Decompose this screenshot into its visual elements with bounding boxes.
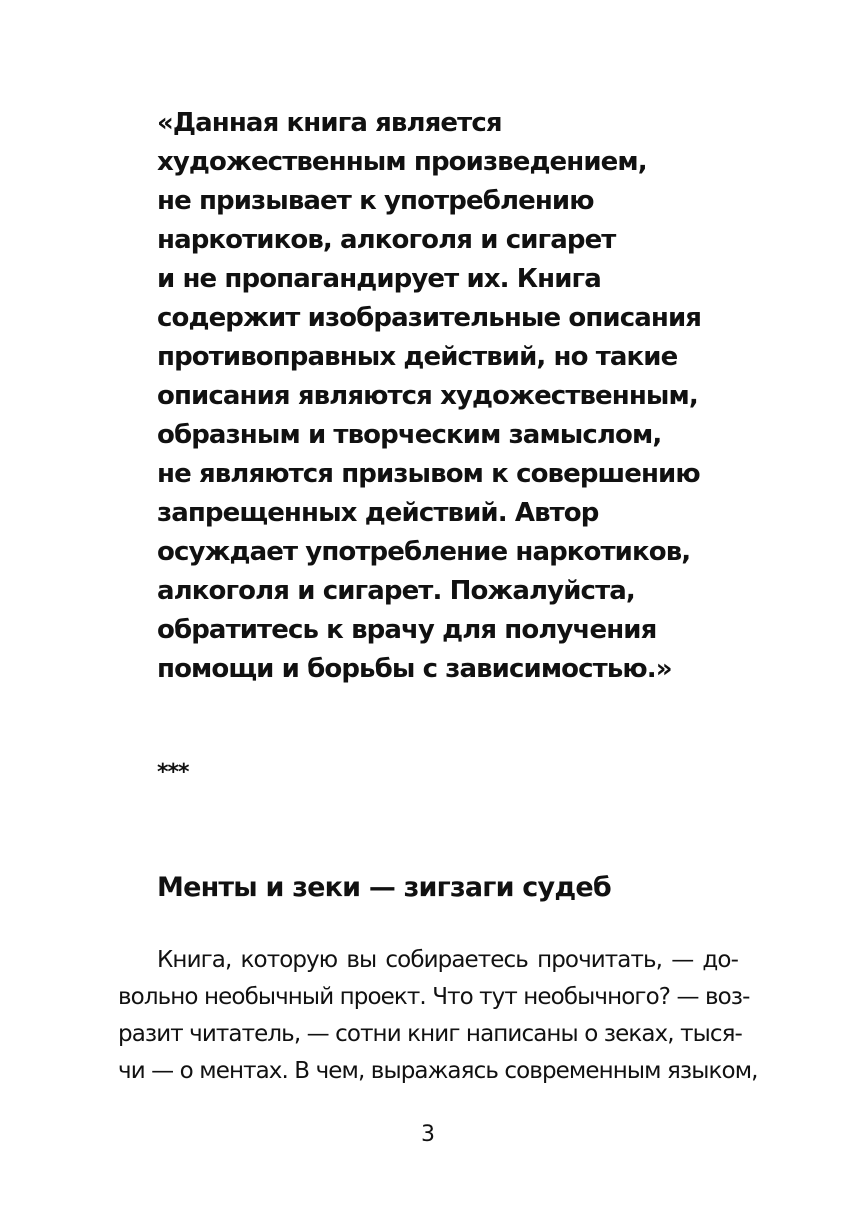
page-number: 3 — [421, 1122, 435, 1147]
body-line: вольно необычный проект. Что тут необычного? — воз- — [118, 984, 750, 1010]
disclaimer-line: содержит изобразительные описания — [157, 303, 702, 333]
disclaimer-line: образным и творческим замыслом, — [157, 420, 662, 450]
disclaimer-line: алкоголя и сигарет. Пожалуйста, — [157, 576, 635, 606]
body-line: Книга, которую вы собираетесь прочитать, — до- — [157, 947, 738, 973]
disclaimer-line: обратитесь к врачу для получения — [157, 615, 657, 645]
disclaimer-line: не являются призывом к совершению — [157, 459, 700, 489]
body-line: разит читатель, — сотни книг написаны о зеках, тыся- — [118, 1021, 742, 1047]
disclaimer-block — [157, 104, 757, 689]
disclaimer-line: запрещенных действий. Автор — [157, 498, 599, 528]
disclaimer-line: противоправных действий, но такие — [157, 342, 678, 372]
disclaimer-line: не призывает к употреблению — [157, 186, 594, 216]
body-line: чи — о ментах. В чем, выражаясь современным языком, — [118, 1058, 758, 1084]
chapter-body — [118, 942, 758, 1090]
disclaimer-line: «Данная книга является — [157, 108, 502, 138]
chapter-title: Менты и зеки — зигзаги судеб — [157, 872, 611, 903]
disclaimer-line: осуждает употребление наркотиков, — [157, 537, 691, 567]
disclaimer-line: описания являются художественным, — [157, 381, 698, 411]
disclaimer-line: помощи и борьбы с зависимостью.» — [157, 654, 672, 684]
disclaimer-line: наркотиков, алкоголя и сигарет — [157, 225, 616, 255]
disclaimer-line: и не пропагандирует их. Книга — [157, 264, 601, 294]
section-separator: *** — [157, 760, 189, 785]
disclaimer-line: художественным произведением, — [157, 147, 647, 177]
